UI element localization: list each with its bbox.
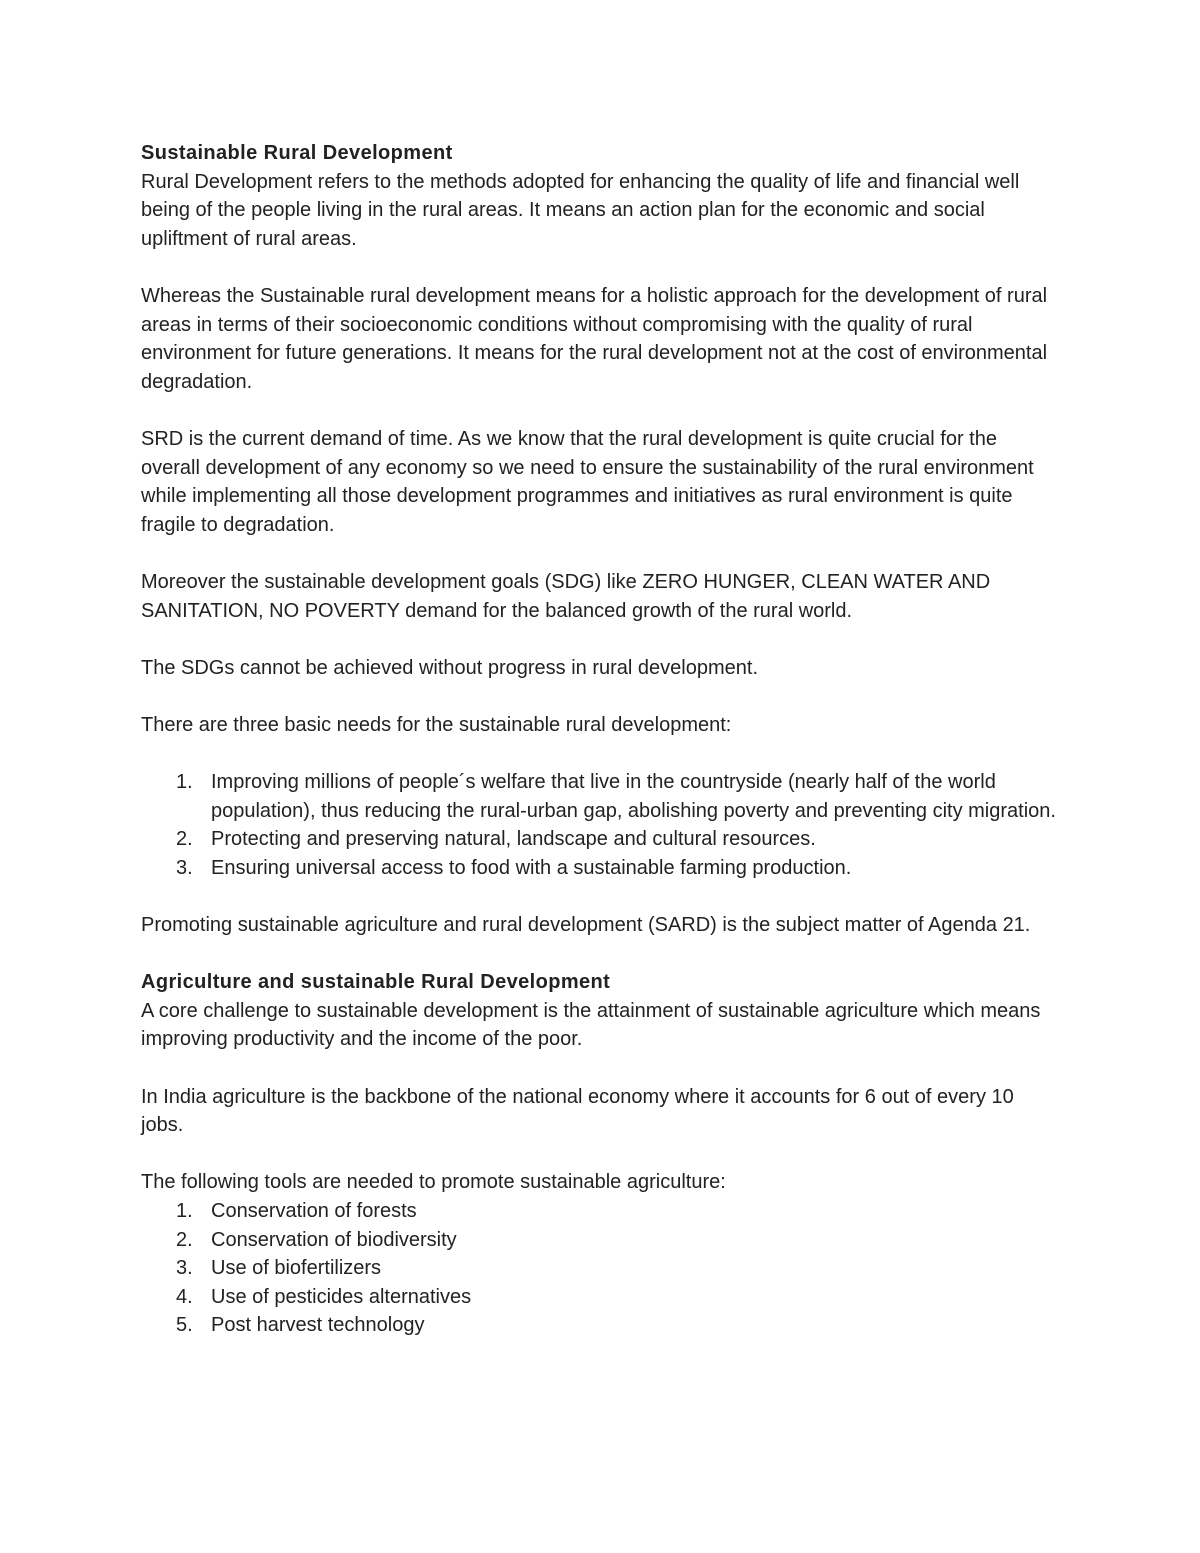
tools-list <box>141 1197 1060 1340</box>
list-number: 3. <box>176 856 193 879</box>
list-item-text: Use of pesticides alternatives <box>211 1285 472 1308</box>
paragraph-india-agriculture: In India agriculture is the backbone of the national economy where it accounts for 6 out of every 10 jobs. <box>141 1085 1014 1137</box>
paragraph-sustainable-definition: Whereas the Sustainable rural development means for a holistic approach for the development of rural areas in terms of their socioeconomic conditions without compromising with the quality of rural environment for future generations. It means for the rural development not at the cost of environmental degradation. <box>141 284 1048 393</box>
list-number: 1. <box>176 771 193 794</box>
list-item <box>141 1226 1060 1255</box>
list-item <box>141 825 1060 854</box>
section-heading-sustainable-rural-development: Sustainable Rural Development <box>141 142 453 164</box>
list-number: 1. <box>176 1199 193 1222</box>
paragraph-basic-needs-intro: There are three basic needs for the sustainable rural development: <box>141 713 732 736</box>
list-item-text: Conservation of forests <box>211 1199 417 1222</box>
list-item-text: Ensuring universal access to food with a sustainable farming production. <box>211 856 852 879</box>
paragraph-core-challenge: A core challenge to sustainable development is the attainment of sustainable agriculture which means improving productivity and the income of the poor. <box>141 999 1041 1051</box>
list-item-text: Post harvest technology <box>211 1314 425 1337</box>
list-number: 3. <box>176 1257 193 1280</box>
list-number: 2. <box>176 1228 193 1251</box>
list-item-text: Conservation of biodiversity <box>211 1228 457 1251</box>
list-item-text: Improving millions of people´s welfare that live in the countryside (nearly half of the world population), thus reducing the rural-urban gap, abolishing poverty and preventing city migration. <box>211 771 1056 822</box>
paragraph-srd-demand: SRD is the current demand of time. As we know that the rural development is quite crucial for the overall development of any economy so we need to ensure the sustainability of the rural environment while implementing all those development programmes and initiatives as rural environment is quite fragile to degradation. <box>141 427 1034 536</box>
list-item-text: Protecting and preserving natural, landscape and cultural resources. <box>211 828 816 851</box>
list-item <box>141 768 1060 825</box>
list-number: 5. <box>176 1314 193 1337</box>
list-item <box>141 1311 1060 1340</box>
paragraph-rural-development-definition: Rural Development refers to the methods adopted for enhancing the quality of life and financial well being of the people living in the rural areas. It means an action plan for the economic and social upliftment of rural areas. <box>141 170 1020 250</box>
list-number: 2. <box>176 828 193 851</box>
paragraph-sard-agenda: Promoting sustainable agriculture and rural development (SARD) is the subject matter of Agenda 21. <box>141 914 1031 937</box>
list-item <box>141 1283 1060 1312</box>
basic-needs-list <box>141 768 1060 882</box>
list-item <box>141 1197 1060 1226</box>
paragraph-tools-intro: The following tools are needed to promote sustainable agriculture: <box>141 1171 726 1194</box>
list-item <box>141 854 1060 883</box>
section-heading-agriculture: Agriculture and sustainable Rural Development <box>141 971 611 994</box>
paragraph-sdgs-progress: The SDGs cannot be achieved without progress in rural development. <box>141 656 759 679</box>
paragraph-sdg: Moreover the sustainable development goals (SDG) like ZERO HUNGER, CLEAN WATER AND SANITATION, NO POVERTY demand for the balanced growth of the rural world. <box>141 570 991 622</box>
list-number: 4. <box>176 1285 193 1308</box>
list-item <box>141 1254 1060 1283</box>
list-item-text: Use of biofertilizers <box>211 1257 382 1280</box>
